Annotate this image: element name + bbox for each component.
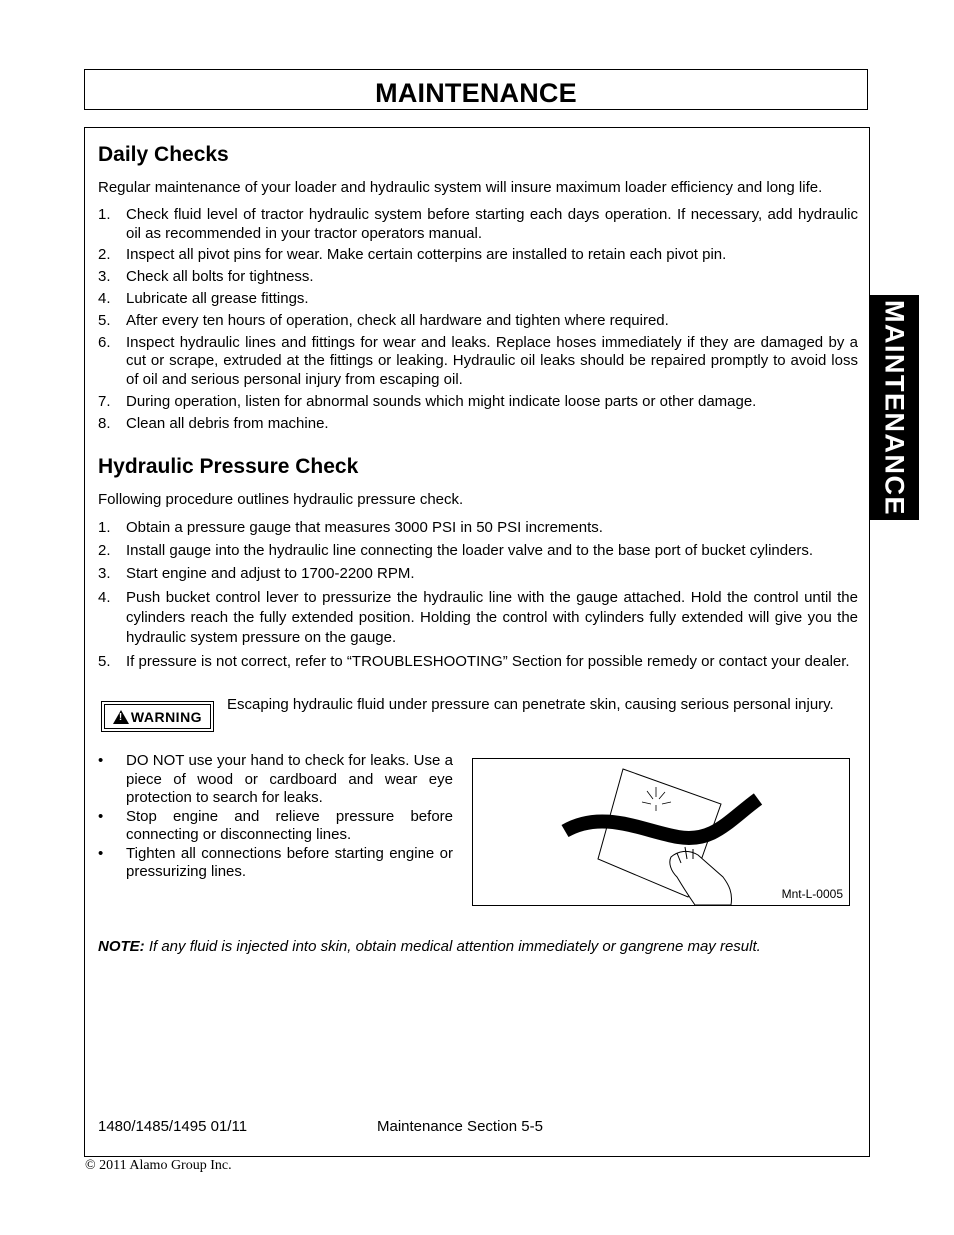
- list-item: [98, 588, 858, 648]
- item-text: Obtain a pressure gauge that measures 3000 PSI in 50 PSI increments.: [126, 519, 603, 536]
- hydraulic-pressure-heading: Hydraulic Pressure Check: [98, 455, 359, 478]
- item-number: 7.: [98, 392, 111, 410]
- note-text: If any fluid is injected into skin, obtain medical attention immediately or gangrene may result.: [144, 938, 761, 955]
- warning-triangle-icon: [113, 710, 129, 724]
- item-number: 2.: [98, 245, 111, 263]
- list-item: [98, 564, 858, 584]
- list-item: [98, 541, 858, 561]
- list-item: [98, 415, 858, 434]
- bullet-mark: •: [98, 844, 104, 862]
- list-item: [98, 268, 858, 287]
- bullet-text: Stop engine and relieve pressure before connecting or disconnecting lines.: [126, 807, 453, 843]
- daily-checks-intro: Regular maintenance of your loader and hydraulic system will insure maximum loader efficiency and long life.: [98, 179, 823, 196]
- bullet-text: Tighten all connections before starting engine or pressurizing lines.: [126, 844, 453, 880]
- bullet-text: DO NOT use your hand to check for leaks. Use a piece of wood or cardboard and wear eye protection to search for leaks.: [126, 752, 453, 806]
- side-tab-label: MAINTENANCE: [879, 299, 910, 516]
- daily-checks-list: [98, 206, 858, 433]
- warning-text: Escaping hydraulic fluid under pressure can penetrate skin, causing serious personal injury.: [227, 696, 834, 713]
- item-text: Inspect all pivot pins for wear. Make certain cotterpins are installed to retain each pivot pin.: [126, 245, 727, 263]
- list-item: [98, 246, 858, 265]
- note-lead: NOTE:: [98, 938, 145, 955]
- item-text: Inspect hydraulic lines and fittings for wear and leaks. Replace hoses immediately if they are damaged by a cut or scrape, extruded at the fittings or leaking. Hydraulic oil leaks should be repaired promptly to avoid loss of oil and serious personal injury from escaping oil.: [126, 333, 858, 388]
- bullet-mark: •: [98, 752, 104, 769]
- footer-section: Maintenance Section 5-5: [377, 1118, 543, 1135]
- item-number: 8.: [98, 414, 111, 432]
- item-text: Push bucket control lever to pressurize the hydraulic line with the gauge attached. Hold the control until the cylinders reach the fully extended position. Holding the control with cylinders fully extended will give you the hydraulic system pressure on the gauge.: [126, 589, 858, 646]
- warning-label-inner: [104, 704, 211, 729]
- list-item: [98, 312, 858, 331]
- item-number: 4.: [98, 289, 111, 307]
- footer-copyright: © 2011 Alamo Group Inc.: [85, 1158, 232, 1173]
- list-item: [98, 206, 858, 243]
- item-number: 6.: [98, 333, 111, 351]
- item-number: 5.: [98, 653, 111, 670]
- item-number: 2.: [98, 542, 111, 559]
- header-title: MAINTENANCE: [375, 78, 577, 108]
- hydraulic-pressure-intro: Following procedure outlines hydraulic pressure check.: [98, 491, 464, 508]
- item-text: Check fluid level of tractor hydraulic system before starting each days operation. If necessary, add hydraulic oil as recommended in your tractor operators manual.: [126, 206, 858, 242]
- daily-checks-heading: Daily Checks: [98, 143, 229, 166]
- fluid-spray-marks: [642, 787, 671, 811]
- hydraulic-hose: [565, 799, 758, 838]
- section-side-tab: [869, 295, 919, 520]
- list-item: [98, 752, 453, 808]
- list-item: [98, 334, 858, 390]
- item-text: If pressure is not correct, refer to “TROUBLESHOOTING” Section for possible remedy or contact your dealer.: [126, 653, 850, 670]
- list-item: [98, 393, 858, 412]
- item-number: 4.: [98, 589, 111, 606]
- warning-label-text: WARNING: [130, 708, 203, 725]
- hydraulic-pressure-list: [98, 518, 858, 672]
- list-item: [98, 652, 858, 672]
- item-number: 1.: [98, 519, 111, 536]
- list-item: [98, 290, 858, 309]
- safety-bullet-list: [98, 752, 453, 882]
- list-item: [98, 845, 453, 882]
- item-text: During operation, listen for abnormal sounds which might indicate loose parts or other damage.: [126, 392, 757, 410]
- item-text: After every ten hours of operation, check all hardware and tighten where required.: [126, 311, 669, 329]
- item-number: 3.: [98, 267, 111, 285]
- hand-holding-sheet: [670, 847, 732, 905]
- item-text: Lubricate all grease fittings.: [126, 289, 309, 307]
- list-item: [98, 808, 453, 845]
- item-text: Check all bolts for tightness.: [126, 267, 314, 285]
- item-text: Clean all debris from machine.: [126, 414, 329, 432]
- list-item: [98, 518, 858, 538]
- figure-label: Mnt-L-0005: [781, 887, 843, 901]
- item-text: Install gauge into the hydraulic line connecting the loader valve and to the base port of bucket cylinders.: [126, 542, 814, 559]
- leak-check-illustration: [472, 758, 850, 906]
- item-number: 5.: [98, 311, 111, 329]
- cardboard-hose-drawing: [473, 759, 849, 905]
- warning-label: [101, 701, 214, 732]
- item-text: Start engine and adjust to 1700-2200 RPM.: [126, 565, 415, 582]
- note-line: [98, 938, 761, 955]
- page-header: [84, 69, 868, 110]
- footer-model: 1480/1485/1495 01/11: [98, 1118, 248, 1135]
- bullet-mark: •: [98, 807, 104, 825]
- item-number: 1.: [98, 206, 111, 223]
- item-number: 3.: [98, 565, 111, 582]
